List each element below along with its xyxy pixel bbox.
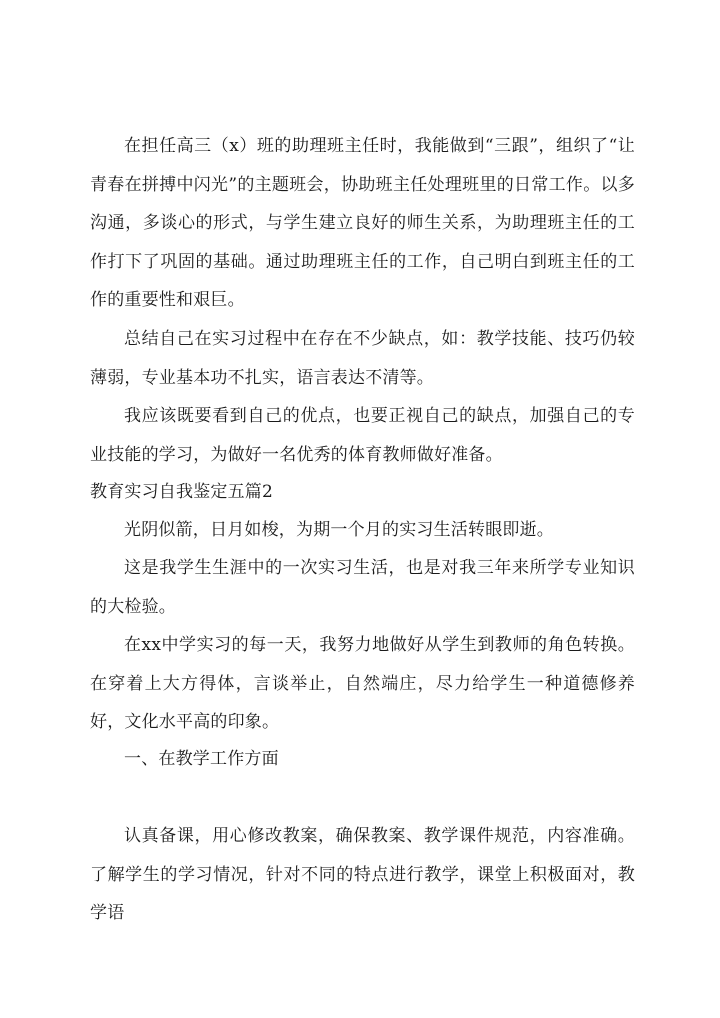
paragraph-improvement: 我应该既要看到自己的优点，也要正视自己的缺点，加强自己的专业技能的学习，为做好一名优秀的体育教师做好准备。 [90, 406, 635, 465]
paragraph-role-change: 在xx中学实习的每一天，我努力地做好从学生到教师的角色转换。在穿着上大方得体，言谈举止，自然端庄，尽力给学生一种道德修养好，文化水平高的印象。 [90, 635, 635, 732]
paragraph-lesson-prep: 认真备课，用心修改教案，确保教案、教学课件规范，内容准确。了解学生的学习情况，针对不同的特点进行教学，课堂上积极面对，教学语 [90, 826, 635, 923]
paragraph-time-flies: 光阴似箭，日月如梭，为期一个月的实习生活转眼即逝。 [124, 520, 554, 540]
paragraph-shortcomings: 总结自己在实习过程中在存在不少缺点，如：教学技能、技巧仍较薄弱，专业基本功不扎实，语言表达不清等。 [90, 329, 635, 388]
section-title: 教育实习自我鉴定五篇2 [90, 482, 274, 502]
subheading-teaching-work: 一、在教学工作方面 [124, 749, 279, 769]
paragraph-assistant-head-teacher: 在担任高三（x）班的助理班主任时，我能做到“三跟”，组织了“让青春在拼搏中闪光”的主题班会，协助班主任处理班里的日常工作。以多沟通，多谈心的形式，与学生建立良好的师生关系，为助理班主任的工作打下了巩固的基础。通过助理班主任的工作，自己明白到班主任的工作的重要性和艰巨。 [90, 136, 635, 310]
paragraph-internship-test: 这是我学生生涯中的一次实习生活，也是对我三年来所学专业知识的大检验。 [90, 558, 635, 617]
